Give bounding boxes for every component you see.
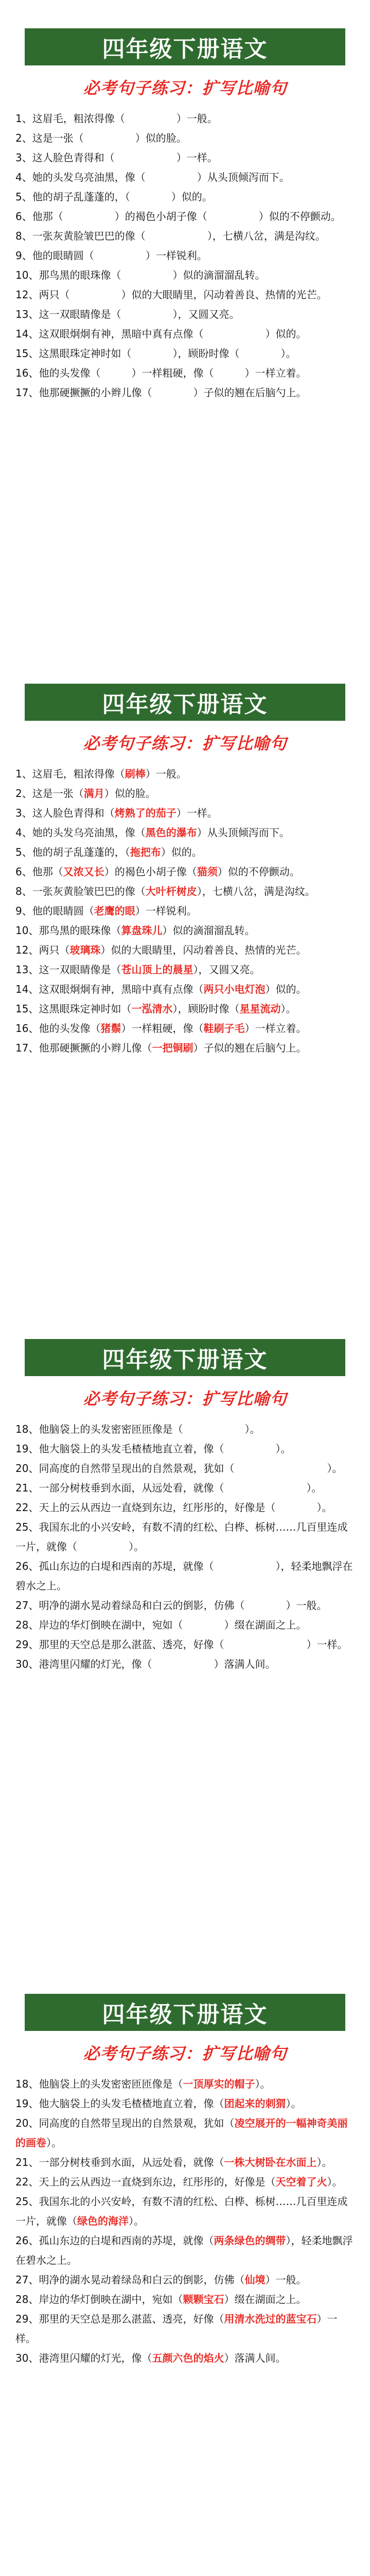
exercise-item — [15, 2074, 355, 2094]
sentence-text: 22、天上的云从西边一直烧到东边，红彤彤的，好像是（ — [15, 2176, 276, 2188]
sentence-text: ）。 — [327, 2176, 343, 2188]
sentence-text: 25、我国东北的小兴安岭，有数不清的红松、白桦、栎树……几百里连成一片，就像（ — [15, 2195, 348, 2227]
exercise-item — [15, 128, 355, 148]
sentence-text: 2、这是一张（ — [15, 787, 84, 800]
answer-blank: 颗颗宝石 — [183, 2293, 224, 2306]
sentence-text: ）似的。 — [265, 983, 307, 995]
exercise-item — [15, 764, 355, 784]
sentence-text: 8、一张灰黄脸皱巴巴的像（ — [15, 230, 146, 242]
sentence-text: ）似的。 — [171, 191, 213, 203]
sentence-text: ）一样。 — [176, 807, 218, 819]
exercise-item — [15, 1517, 355, 1556]
sentence-text: ）。 — [275, 1443, 291, 1455]
exercise-item — [15, 383, 355, 402]
sentence-text: ）似的不停颤动。 — [217, 866, 300, 878]
sentence-text: ）一样粗硬，像（ — [121, 1022, 204, 1035]
answer-blank: 又浓又长 — [63, 866, 104, 878]
exercise-item — [15, 803, 355, 823]
sentence-text: ）一样。 — [176, 151, 218, 164]
answer-blank — [100, 367, 131, 379]
exercise-item — [15, 2172, 355, 2192]
sentence-text: ），又圆又亮。 — [193, 963, 260, 976]
exercise-item — [15, 1459, 355, 1478]
exercise-list — [15, 2074, 355, 2368]
answer-blank — [234, 1462, 327, 1475]
sentence-text: 4、她的头发乌亮油黑，像（ — [15, 826, 146, 839]
sentence-text: 18、他脑袋上的头发密密匝匝像是（ — [15, 2078, 183, 2090]
sentence-text: 14、这双眼炯炯有神，黑暗中真有点像（ — [15, 983, 204, 995]
exercise-item — [15, 882, 355, 901]
answer-blank — [152, 386, 193, 399]
worksheet-section — [0, 1339, 370, 1957]
sheet-title-banner: 四年级下册语文 — [25, 1339, 345, 1376]
worksheet-section — [0, 684, 370, 1302]
answer-blank — [214, 1560, 275, 1572]
exercise-item — [15, 2309, 355, 2348]
exercise-item — [15, 2192, 355, 2231]
answer-blank — [77, 1540, 129, 1553]
answer-blank: 星星流动 — [239, 1003, 281, 1015]
exercise-item — [15, 109, 355, 128]
exercise-item — [15, 1615, 355, 1635]
sentence-text: ）。 — [327, 1462, 343, 1475]
sentence-text: ）一样立着。 — [244, 367, 307, 379]
sentence-text: 10、那鸟黑的眼珠像（ — [15, 269, 121, 281]
sentence-text: 19、他大脑袋上的头发毛楂楂地直立着，像（ — [15, 1443, 224, 1455]
answer-blank: 苍山顶上的晨星 — [121, 963, 193, 976]
exercise-item — [15, 862, 355, 882]
answer-blank: 一顶厚实的帽子 — [183, 2078, 255, 2090]
sentence-text: ）一样锐利。 — [145, 249, 207, 262]
answer-blank — [146, 171, 197, 183]
sentence-text: 30、港湾里闪耀的灯光，像（ — [15, 2352, 152, 2364]
sentence-text: ）似的。 — [265, 328, 307, 340]
answer-blank — [183, 1423, 244, 1435]
sentence-text: ）似的不停颤动。 — [258, 210, 341, 223]
exercise-item — [15, 1478, 355, 1498]
sentence-text: ）一般。 — [286, 1599, 327, 1612]
answer-blank — [131, 347, 172, 360]
exercise-item — [15, 187, 355, 207]
exercise-list — [15, 109, 355, 402]
sentence-text: 26、孤山东边的白堤和西南的苏堤，就像（ — [15, 2234, 214, 2247]
sentence-text: ）。 — [255, 2078, 271, 2090]
answer-blank — [224, 1443, 275, 1455]
sentence-text: ）。 — [244, 1423, 260, 1435]
sentence-text: 12、两只（ — [15, 944, 70, 956]
answer-blank — [146, 230, 207, 242]
answer-blank: 大叶杆树皮 — [145, 885, 197, 897]
sentence-text: ）子似的翘在后脑勺上。 — [193, 1042, 307, 1054]
exercise-item — [15, 167, 355, 187]
answer-blank: 刷棒 — [125, 768, 146, 780]
sentence-text: 20、同高度的自然带呈现出的自然景观，犹如（ — [15, 1462, 235, 1475]
answer-blank — [183, 1619, 224, 1631]
sentence-text: ）似的脸。 — [135, 132, 187, 144]
exercise-item — [15, 2153, 355, 2172]
sheet-subtitle: 必考句子练习：扩写比喻句 — [83, 734, 287, 753]
sheet-subtitle: 必考句子练习：扩写比喻句 — [83, 78, 287, 98]
sentence-text: ）一样。 — [306, 1638, 348, 1651]
sheet-title-banner: 四年级下册语文 — [25, 28, 345, 65]
exercise-item — [15, 999, 355, 1019]
sentence-text: 30、港湾里闪耀的灯光，像（ — [15, 1658, 152, 1670]
answer-blank — [121, 269, 172, 281]
sentence-text: 21、一部分树枝垂到水面，从远处看，就像（ — [15, 2156, 224, 2168]
answer-blank — [84, 132, 135, 144]
sentence-text: 16、他的头发像（ — [15, 1022, 101, 1035]
exercise-item — [15, 960, 355, 979]
exercise-item — [15, 842, 355, 862]
sentence-text: ）一样粗硬，像（ — [131, 367, 214, 379]
exercise-item — [15, 2290, 355, 2309]
sentence-text: ）的褐色小胡子像（ — [114, 210, 207, 223]
sentence-text: ）似的。 — [161, 846, 202, 858]
sentence-text: ），顾盼时像（ — [172, 1003, 240, 1015]
exercise-item — [15, 2348, 355, 2368]
answer-blank — [214, 367, 244, 379]
exercise-item — [15, 207, 355, 226]
sentence-text: 9、他的眼睛圆（ — [15, 905, 94, 917]
sentence-text: ），轻柔地飘浮在碧水之上。 — [15, 2234, 353, 2266]
sentence-text: ）一样。 — [15, 2313, 338, 2345]
sentence-text: ）从头顶倾泻而下。 — [197, 171, 290, 183]
sentence-text: 29、那里的天空总是那么湛蓝、透亮，好像（ — [15, 1638, 224, 1651]
answer-blank — [69, 289, 121, 301]
sentence-text: ）从头顶倾泻而下。 — [197, 826, 290, 839]
sentence-text: ）缀在湖面之上。 — [224, 1619, 307, 1631]
answer-blank: 五颜六色的焰火 — [152, 2352, 224, 2364]
answer-blank: 算盘珠儿 — [121, 924, 163, 937]
sentence-text: 4、她的头发乌亮油黑，像（ — [15, 171, 146, 183]
exercise-item — [15, 304, 355, 324]
answer-blank — [203, 328, 265, 340]
sentence-text: 6、他那（ — [15, 866, 63, 878]
sentence-text: ）的褐色小胡子像（ — [104, 866, 197, 878]
exercise-item — [15, 2094, 355, 2113]
answer-blank: 绿色的海洋 — [77, 2215, 129, 2227]
sentence-text: 25、我国东北的小兴安岭，有数不清的红松、白桦、栎树……几百里连成一片，就像（ — [15, 1521, 348, 1553]
sentence-text: 8、一张灰黄脸皱巴巴的像（ — [15, 885, 146, 897]
answer-blank: 老鹰的眼 — [94, 905, 135, 917]
sentence-text: 16、他的头发像（ — [15, 367, 101, 379]
answer-blank — [207, 210, 259, 223]
sentence-text: 3、这人脸色青得和（ — [15, 807, 115, 819]
exercise-item — [15, 246, 355, 265]
sentence-text: 5、他的胡子乱蓬蓬的，（ — [15, 846, 130, 858]
answer-blank: 烤熟了的茄子 — [114, 807, 177, 819]
sentence-text: ），七横八岔，满是沟纹。 — [197, 885, 315, 897]
answer-blank: 一株大树卧在水面上 — [224, 2156, 317, 2168]
exercise-item — [15, 2231, 355, 2270]
sentence-text: 21、一部分树枝垂到水面，从远处看，就像（ — [15, 1482, 224, 1494]
exercise-item — [15, 1654, 355, 1674]
answer-blank — [63, 210, 115, 223]
answer-blank — [152, 1658, 214, 1670]
sentence-text: 15、这黑眼珠定神时如（ — [15, 1003, 132, 1015]
sentence-text: ）一般。 — [176, 112, 218, 125]
exercise-item — [15, 1419, 355, 1439]
sentence-text: 14、这双眼炯炯有神，黑暗中真有点像（ — [15, 328, 204, 340]
exercise-item — [15, 901, 355, 921]
sentence-text: ）缀在湖面之上。 — [224, 2293, 307, 2306]
exercise-item — [15, 2270, 355, 2290]
answer-blank — [125, 112, 177, 125]
sentence-text: ）。 — [316, 1501, 332, 1514]
answer-blank — [275, 1501, 316, 1514]
exercise-item — [15, 823, 355, 842]
exercise-item — [15, 921, 355, 940]
answer-blank — [121, 308, 172, 320]
sentence-text: 22、天上的云从西边一直烧到东边，红彤彤的，好像是（ — [15, 1501, 276, 1514]
answer-blank: 拖把布 — [130, 846, 161, 858]
sentence-text: 15、这黑眼珠定神时如（ — [15, 347, 132, 360]
sentence-text: ）。 — [316, 2156, 332, 2168]
sentence-text: ），轻柔地飘浮在碧水之上。 — [15, 1560, 353, 1592]
answer-blank — [224, 1482, 306, 1494]
sentence-text: 27、明净的湖水晃动着绿岛和白云的倒影，仿佛（ — [15, 2274, 245, 2286]
sentence-text: 19、他大脑袋上的头发毛楂楂地直立着，像（ — [15, 2097, 224, 2110]
exercise-item — [15, 1498, 355, 1517]
answer-blank — [239, 347, 280, 360]
sentence-text: 17、他那硬撅撅的小辫儿像（ — [15, 386, 152, 399]
exercise-item — [15, 784, 355, 803]
sentence-text: 13、这一双眼睛像是（ — [15, 963, 121, 976]
sheet-subtitle: 必考句子练习：扩写比喻句 — [83, 1389, 287, 1409]
answer-blank: 猫须 — [197, 866, 218, 878]
exercise-item — [15, 265, 355, 285]
sentence-text: ）子似的翘在后脑勺上。 — [193, 386, 307, 399]
worksheet-section — [0, 1994, 370, 2576]
exercise-item — [15, 979, 355, 999]
answer-blank — [244, 1599, 286, 1612]
sentence-text: 29、那里的天空总是那么湛蓝、透亮，好像（ — [15, 2313, 224, 2325]
sentence-text: 5、他的胡子乱蓬蓬的，（ — [15, 191, 130, 203]
sentence-text: 28、岸边的华灯倒映在湖中，宛如（ — [15, 1619, 183, 1631]
sentence-text: 13、这一双眼睛像是（ — [15, 308, 121, 320]
sentence-text: ）一样立着。 — [244, 1022, 307, 1035]
sheet-title-banner: 四年级下册语文 — [25, 1994, 345, 2031]
exercise-list — [15, 1419, 355, 1674]
answer-blank: 黑色的瀑布 — [145, 826, 197, 839]
sentence-text: 10、那鸟黑的眼珠像（ — [15, 924, 121, 937]
sentence-text: ）。 — [306, 1482, 322, 1494]
sentence-text: 1、这眉毛，粗浓得像（ — [15, 112, 125, 125]
answer-blank — [130, 191, 171, 203]
sentence-text: 3、这人脸色青得和（ — [15, 151, 115, 164]
sentence-text: ）。 — [280, 1003, 296, 1015]
sheet-subtitle: 必考句子练习：扩写比喻句 — [83, 2044, 287, 2063]
sentence-text: ）一样锐利。 — [135, 905, 197, 917]
answer-blank: 用清水洗过的蓝宝石 — [224, 2313, 317, 2325]
exercise-item — [15, 1439, 355, 1459]
answer-blank: 天空着了火 — [275, 2176, 327, 2188]
sentence-text: 9、他的眼睛圆（ — [15, 249, 94, 262]
exercise-item — [15, 363, 355, 383]
sentence-text: ）落满人间。 — [214, 1658, 276, 1670]
exercise-item — [15, 1596, 355, 1615]
sentence-text: 17、他那硬撅撅的小辫儿像（ — [15, 1042, 152, 1054]
sentence-text: ）落满人间。 — [224, 2352, 286, 2364]
answer-blank — [94, 249, 146, 262]
sentence-text: ），又圆又亮。 — [172, 308, 240, 320]
worksheet-section — [0, 28, 370, 647]
sentence-text: 28、岸边的华灯倒映在湖中，宛如（ — [15, 2293, 183, 2306]
sentence-text: ）似的大眼睛里，闪动着善良、热情的光芒。 — [100, 944, 307, 956]
answer-blank: 玻璃珠 — [69, 944, 101, 956]
sentence-text: 20、同高度的自然带呈现出的自然景观，犹如（ — [15, 2117, 235, 2129]
exercise-item — [15, 285, 355, 304]
answer-blank: 两只小电灯泡 — [203, 983, 266, 995]
sentence-text: 2、这是一张（ — [15, 132, 84, 144]
sentence-text: ）。 — [129, 1540, 144, 1553]
sentence-text: ），顾盼时像（ — [172, 347, 240, 360]
exercise-item — [15, 148, 355, 167]
answer-blank: 两条绿色的绸带 — [214, 2234, 286, 2247]
sentence-text: ）似的脸。 — [104, 787, 156, 800]
sentence-text: ）。 — [129, 2215, 144, 2227]
sentence-text: 6、他那（ — [15, 210, 63, 223]
sentence-text: ）似的大眼睛里，闪动着善良、热情的光芒。 — [121, 289, 327, 301]
sentence-text: ）。 — [286, 2097, 302, 2110]
sentence-text: 12、两只（ — [15, 289, 70, 301]
answer-blank — [224, 1638, 306, 1651]
answer-blank: 团起来的刺猬 — [224, 2097, 286, 2110]
exercise-item — [15, 940, 355, 960]
answer-blank: 仙境 — [244, 2274, 266, 2286]
exercise-item — [15, 1635, 355, 1654]
sheet-title-banner: 四年级下册语文 — [25, 684, 345, 721]
exercise-item — [15, 344, 355, 363]
sentence-text: ），七横八岔，满是沟纹。 — [207, 230, 326, 242]
sentence-text: 26、孤山东边的白堤和西南的苏堤，就像（ — [15, 1560, 214, 1572]
sentence-text: 27、明净的湖水晃动着绿岛和白云的倒影，仿佛（ — [15, 1599, 245, 1612]
sentence-text: ）。 — [280, 347, 296, 360]
answer-blank: 鞋刷子毛 — [203, 1022, 245, 1035]
sentence-text: ）似的滴溜溜乱转。 — [162, 924, 255, 937]
answer-blank — [115, 151, 177, 164]
answer-blank: 一泓清水 — [131, 1003, 173, 1015]
exercise-item — [15, 226, 355, 246]
exercise-item — [15, 324, 355, 344]
exercise-item — [15, 1556, 355, 1596]
sentence-text: ）似的滴溜溜乱转。 — [172, 269, 266, 281]
answer-blank: 满月 — [83, 787, 104, 800]
exercise-item — [15, 1038, 355, 1058]
exercise-list — [15, 764, 355, 1058]
sentence-text: 1、这眉毛，粗浓得像（ — [15, 768, 125, 780]
sentence-text: ）一般。 — [265, 2274, 307, 2286]
sentence-text: 18、他脑袋上的头发密密匝匝像是（ — [15, 1423, 183, 1435]
answer-blank: 猪鬃 — [100, 1022, 121, 1035]
sentence-text: ）。 — [46, 2137, 62, 2149]
answer-blank: 一把铜刷 — [152, 1042, 193, 1054]
exercise-item — [15, 2113, 355, 2153]
exercise-item — [15, 1019, 355, 1038]
sentence-text: ）一般。 — [145, 768, 187, 780]
answer-blank: 凌空展开的一幅神奇美丽的画卷 — [15, 2117, 348, 2149]
